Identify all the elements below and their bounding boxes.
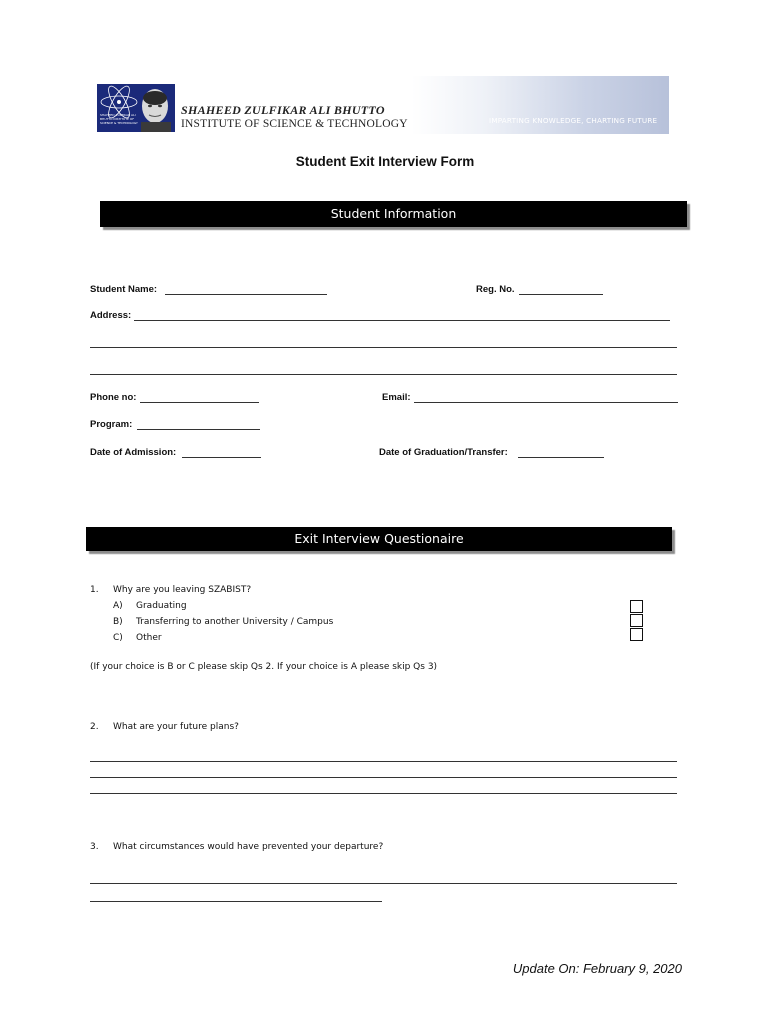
student-name-field[interactable] — [165, 294, 327, 295]
date-admission-field[interactable] — [182, 457, 261, 458]
student-name-label: Student Name: — [90, 284, 158, 295]
phone-label: Phone no: — [90, 392, 137, 403]
phone-field[interactable] — [140, 402, 259, 403]
address-field-line2[interactable] — [90, 347, 677, 348]
question-3-text: What circumstances would have prevented your departure? — [113, 842, 384, 852]
question-1-text: Why are you leaving SZABIST? — [113, 585, 252, 595]
question-3-answer-line1[interactable] — [90, 883, 677, 884]
address-field-line3[interactable] — [90, 374, 677, 375]
question-1-number: 1. — [90, 585, 99, 595]
option-a-letter: A) — [113, 601, 123, 611]
date-graduation-field[interactable] — [518, 457, 604, 458]
question-2-answer-line3[interactable] — [90, 793, 677, 794]
option-c-checkbox[interactable] — [630, 628, 643, 641]
institute-name-line1: SHAHEED ZULFIKAR ALI BHUTTO — [181, 103, 385, 117]
question-2-answer-line1[interactable] — [90, 761, 677, 762]
email-label: Email: — [382, 392, 411, 403]
program-label: Program: — [90, 419, 133, 430]
option-b-text: Transferring to another University / Campus — [136, 617, 334, 627]
option-c-letter: C) — [113, 633, 123, 643]
logo-text: SHAHEED ZULFIKAR ALI BHUTTO INSTITUTE OF SCIENCE & TECHNOLOGY — [100, 113, 138, 125]
option-a-checkbox[interactable] — [630, 600, 643, 613]
institute-logo — [97, 84, 175, 132]
reg-no-field[interactable] — [519, 294, 603, 295]
skip-instruction-note: (If your choice is B or C please skip Qs 2. If your choice is A please skip Qs 3) — [90, 662, 438, 672]
section-header-exit-interview: Exit Interview Questionaire — [86, 527, 672, 551]
address-label: Address: — [90, 310, 132, 321]
address-field-line1[interactable] — [134, 320, 670, 321]
date-graduation-label: Date of Graduation/Transfer: — [379, 447, 508, 458]
page-title: Student Exit Interview Form — [295, 154, 475, 169]
date-admission-label: Date of Admission: — [90, 447, 177, 458]
institute-motto: IMPARTING KNOWLEDGE, CHARTING FUTURE — [489, 116, 658, 125]
reg-no-label: Reg. No. — [476, 284, 515, 295]
question-2-number: 2. — [90, 722, 99, 732]
option-b-checkbox[interactable] — [630, 614, 643, 627]
update-date-footer: Update On: February 9, 2020 — [512, 961, 682, 976]
question-3-answer-line2[interactable] — [90, 901, 382, 902]
email-field[interactable] — [414, 402, 678, 403]
institute-name-line2: INSTITUTE OF SCIENCE & TECHNOLOGY — [181, 118, 408, 130]
section-header-student-info: Student Information — [100, 201, 687, 227]
option-c-text: Other — [136, 633, 162, 643]
question-2-text: What are your future plans? — [113, 722, 239, 732]
question-3-number: 3. — [90, 842, 99, 852]
option-a-text: Graduating — [136, 601, 187, 611]
institute-banner — [97, 76, 669, 134]
question-2-answer-line2[interactable] — [90, 777, 677, 778]
option-b-letter: B) — [113, 617, 123, 627]
program-field[interactable] — [137, 429, 260, 430]
